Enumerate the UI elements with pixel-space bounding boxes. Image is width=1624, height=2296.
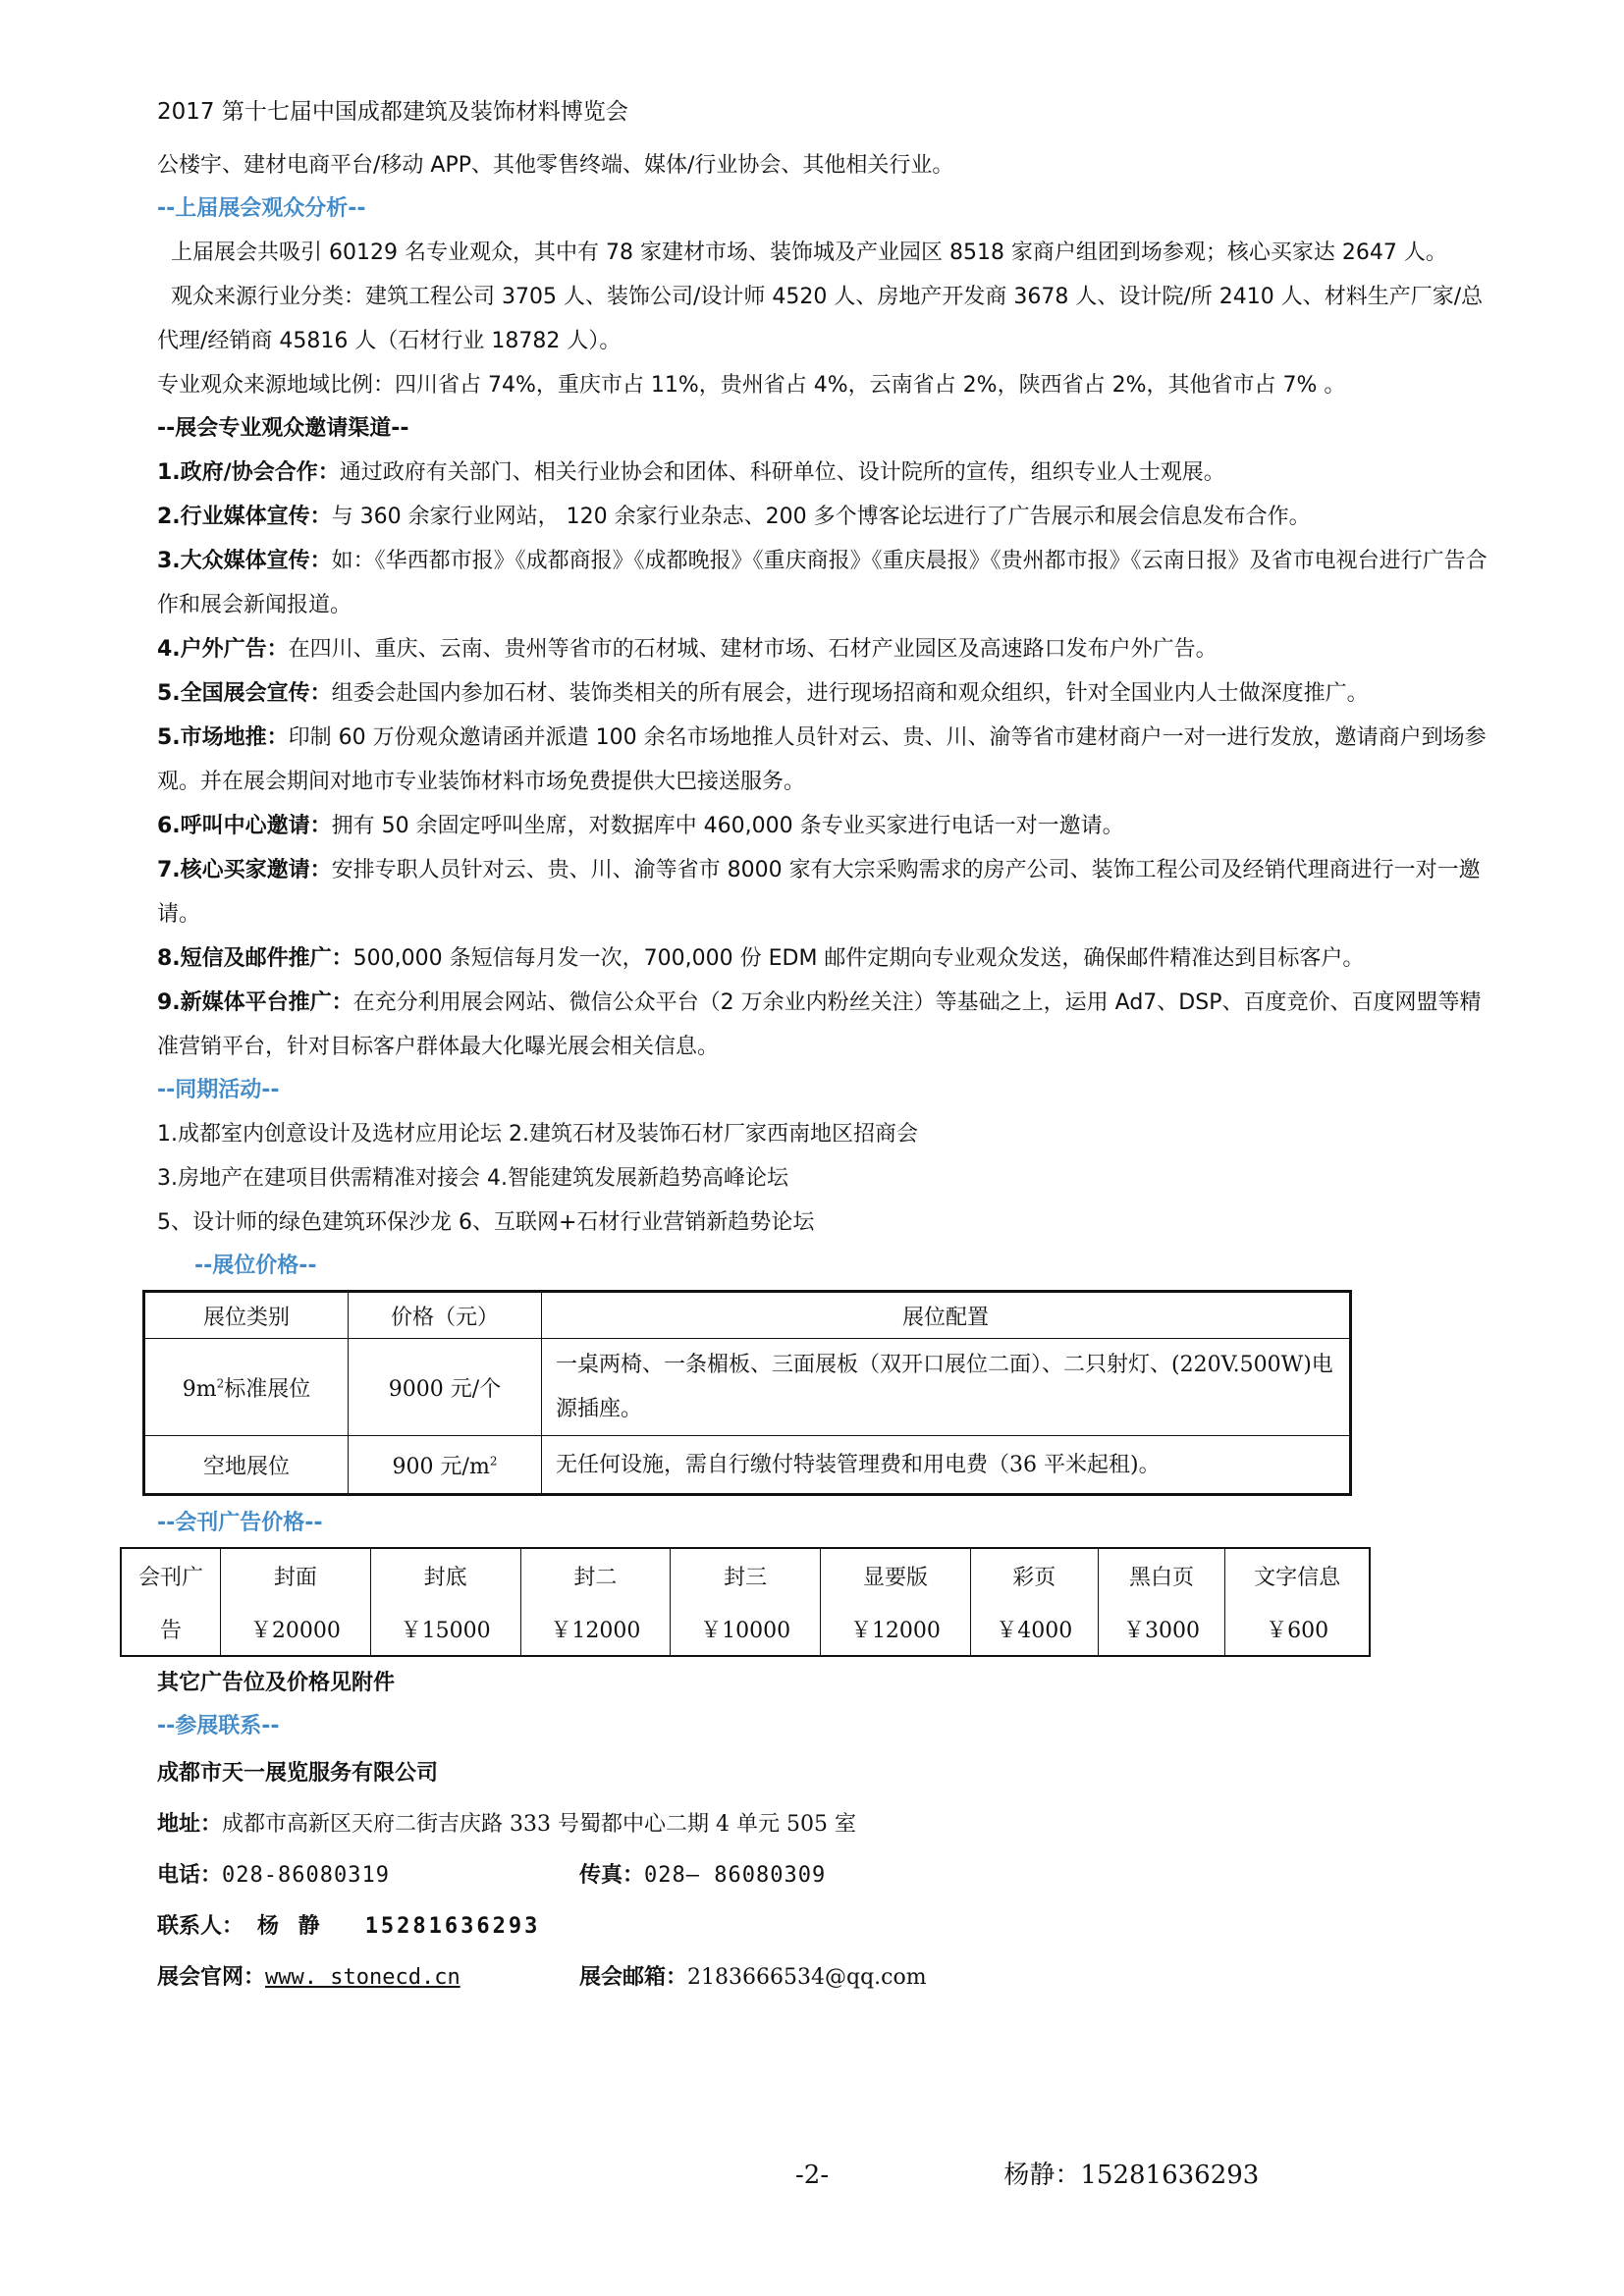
booth-price-cell — [349, 1436, 542, 1495]
channel-text: 安排专职人员针对云、贵、川、渝等省市 8000 家有大宗采购需求的房产公司、装饰工程公司及经销代理商进行一对一邀请。 — [157, 858, 1481, 927]
company-name: 成都市天一展览服务有限公司 — [157, 1761, 439, 1786]
ad-column-cell: 封面 — [221, 1548, 371, 1602]
ad-column-cell: 彩页 — [970, 1548, 1098, 1602]
phone-value: 028-86080319 — [222, 1863, 390, 1888]
person-mobile: 15281636293 — [364, 1914, 541, 1939]
booth-price-sup: 2 — [489, 1454, 498, 1468]
footer-contact: 杨静：15281636293 — [1003, 2161, 1260, 2190]
table-header-cell: 展位类别 — [144, 1292, 349, 1339]
booth-price-prefix: 900 元/m — [392, 1454, 490, 1479]
booth-type-sup: 2 — [216, 1376, 225, 1391]
channel-label: 1.政府/协会合作： — [157, 460, 340, 485]
analysis-paragraph-2: 观众来源行业分类：建筑工程公司 3705 人、装饰公司/设计师 4520 人、房地产开发商 3678 人、设计院/所 2410 人、材料生产厂家/总代理/经销商 45816 人（石材行业 18782 人）。 — [157, 285, 1484, 353]
page-header: 2017 第十七届中国成都建筑及装饰材料博览会 — [157, 99, 628, 125]
channel-text: 在充分利用展会网站、微信公众平台（2 万余业内粉丝关注）等基础之上，运用 Ad7、DSP、百度竞价、百度网盟等精准营销平台，针对目标客户群体最大化曝光展会相关信息。 — [157, 990, 1482, 1059]
other-ads-note: 其它广告位及价格见附件 — [157, 1671, 396, 1695]
ad-price-cell: ￥20000 — [221, 1602, 371, 1656]
table-header-cell: 价格（元） — [349, 1292, 542, 1339]
channel-item — [157, 716, 1492, 804]
email-label: 展会邮箱： — [579, 1965, 688, 1990]
address-label: 地址： — [157, 1812, 223, 1837]
person-label: 联系人： — [157, 1914, 244, 1939]
channel-label: 3.大众媒体宣传： — [157, 549, 332, 573]
ad-price-cell: ￥600 — [1225, 1602, 1370, 1656]
analysis-paragraph-3: 专业观众来源地域比例：四川省占 74%，重庆市占 11%，贵州省占 4%，云南省占 2%，陕西省占 2%，其他省市占 7% 。 — [157, 373, 1346, 398]
channel-label: 5.全国展会宣传： — [157, 681, 332, 706]
person-name: 杨 静 — [257, 1914, 326, 1939]
ad-column-cell: 封底 — [370, 1548, 520, 1602]
site-email-line — [157, 1952, 1492, 2003]
booth-config-cell: 无任何设施，需自行缴付特装管理费和用电费（36 平米起租)。 — [542, 1436, 1351, 1495]
channel-text: 在四川、重庆、云南、贵州等省市的石材城、建材市场、石材产业园区及高速路口发布户外广告。 — [288, 637, 1218, 662]
address-line — [157, 1799, 1492, 1850]
page-number: -2- — [795, 2161, 830, 2190]
section-invite-channels: --展会专业观众邀请渠道-- — [157, 416, 409, 441]
channel-label: 7.核心买家邀请： — [157, 858, 332, 882]
booth-config-cell: 一桌两椅、一条楣板、三面展板（双开口展位二面）、二只射灯、(220V.500W)电源插座。 — [542, 1339, 1351, 1436]
channel-text: 与 360 余家行业网站， 120 余家行业杂志、200 多个博客论坛进行了广告展示和展会信息发布合作。 — [331, 505, 1311, 529]
channel-item — [157, 627, 1492, 671]
ad-column-cell: 显要版 — [821, 1548, 971, 1602]
channel-item — [157, 451, 1492, 495]
ad-price-row — [121, 1602, 1370, 1656]
channel-label: 5.市场地推： — [157, 725, 289, 750]
section-events: --同期活动-- — [157, 1078, 280, 1102]
table-header-cell: 展位配置 — [542, 1292, 1351, 1339]
channel-text: 组委会赴国内参加石材、装饰类相关的所有展会，进行现场招商和观众组织，针对全国业内人士做深度推广。 — [331, 681, 1369, 706]
fax-group — [579, 1850, 826, 1901]
fax-label: 传真： — [579, 1863, 645, 1888]
channel-label: 9.新媒体平台推广： — [157, 990, 353, 1015]
booth-type-suffix: 标准展位 — [224, 1376, 311, 1402]
ad-price-cell: ￥4000 — [970, 1602, 1098, 1656]
booth-price-table — [142, 1290, 1352, 1496]
email-group — [579, 1952, 927, 2003]
booth-type-cell — [144, 1339, 349, 1436]
phone-label: 电话： — [157, 1863, 223, 1888]
site-link[interactable]: www. stonecd.cn — [265, 1965, 460, 1990]
address-text: 成都市高新区天府二街吉庆路 333 号蜀都中心二期 4 单元 505 室 — [222, 1812, 856, 1837]
channel-label: 4.户外广告： — [157, 637, 289, 662]
ad-price-cell: ￥12000 — [520, 1602, 671, 1656]
ad-price-cell: ￥3000 — [1098, 1602, 1225, 1656]
event-line: 5、设计师的绿色建筑环保沙龙 6、互联网+石材行业营销新趋势论坛 — [157, 1210, 815, 1235]
ad-label-top: 会刊广 — [121, 1548, 221, 1602]
channel-text: 如：《华西都市报》《成都商报》《成都晚报》《重庆商报》《重庆晨报》《贵州都市报》《云南日报》及省市电视台进行广告合作和展会新闻报道。 — [157, 549, 1488, 617]
booth-price-cell: 9000 元/个 — [349, 1339, 542, 1436]
event-line: 1.成都室内创意设计及选材应用论坛 2.建筑石材及装饰石材厂家西南地区招商会 — [157, 1122, 918, 1147]
table-row — [144, 1339, 1351, 1436]
site-label: 展会官网： — [157, 1965, 266, 1990]
channel-text: 500,000 条短信每月发一次，700,000 份 EDM 邮件定期向专业观众发送，确保邮件精准达到目标客户。 — [352, 946, 1365, 971]
channel-label: 2.行业媒体宣传： — [157, 505, 332, 529]
section-contact: --参展联系-- — [157, 1714, 280, 1738]
event-line: 3.房地产在建项目供需精准对接会 4.智能建筑发展新趋势高峰论坛 — [157, 1166, 788, 1191]
channel-text: 拥有 50 余固定呼叫坐席，对数据库中 460,000 条专业买家进行电话一对一邀请。 — [331, 814, 1124, 838]
section-booth-price: --展位价格-- — [194, 1254, 317, 1278]
channel-label: 8.短信及邮件推广： — [157, 946, 353, 971]
booth-type-prefix: 9m — [182, 1376, 217, 1402]
ad-column-cell: 封三 — [671, 1548, 821, 1602]
section-ad-price: --会刊广告价格-- — [157, 1511, 323, 1535]
ad-label-bottom: 告 — [121, 1602, 221, 1656]
ad-column-cell: 文字信息 — [1225, 1548, 1370, 1602]
section-audience-analysis: --上届展会观众分析-- — [157, 196, 366, 221]
channel-item — [157, 981, 1492, 1069]
intro-line: 公楼宇、建材电商平台/移动 APP、其他零售终端、媒体/行业协会、其他相关行业。 — [157, 153, 954, 178]
table-row — [144, 1436, 1351, 1495]
ad-column-cell: 黑白页 — [1098, 1548, 1225, 1602]
channel-label: 6.呼叫中心邀请： — [157, 814, 332, 838]
channel-item — [157, 848, 1492, 936]
ad-price-table — [120, 1547, 1371, 1657]
document-page — [137, 93, 1492, 2003]
contact-person-line — [157, 1901, 1492, 1952]
channel-text: 印制 60 万份观众邀请函并派遣 100 余名市场地推人员针对云、贵、川、渝等省市建材商户一对一进行发放，邀请商户到场参观。并在展会期间对地市专业装饰材料市场免费提供大巴接送服务。 — [157, 725, 1487, 794]
table-header-row — [144, 1292, 1351, 1339]
channel-item — [157, 539, 1492, 627]
email-value[interactable]: 2183666534@qq.com — [687, 1965, 927, 1990]
phone-fax-line — [157, 1850, 1492, 1901]
channel-text: 通过政府有关部门、相关行业协会和团体、科研单位、设计院所的宣传，组织专业人士观展。 — [339, 460, 1225, 485]
fax-value: 028— 86080309 — [644, 1863, 827, 1888]
channel-item — [157, 495, 1492, 539]
ad-column-row — [121, 1548, 1370, 1602]
channel-item — [157, 804, 1492, 848]
booth-type-cell: 空地展位 — [144, 1436, 349, 1495]
ad-price-cell: ￥15000 — [370, 1602, 520, 1656]
analysis-paragraph-1: 上届展会共吸引 60129 名专业观众，其中有 78 家建材市场、装饰城及产业园区 8518 家商户组团到场参观；核心买家达 2647 人。 — [171, 240, 1447, 265]
ad-price-cell: ￥10000 — [671, 1602, 821, 1656]
channel-item — [157, 936, 1492, 981]
site-group — [157, 1952, 579, 2003]
ad-column-cell: 封二 — [520, 1548, 671, 1602]
channel-item — [157, 671, 1492, 716]
phone-group — [157, 1850, 579, 1901]
ad-price-cell: ￥12000 — [821, 1602, 971, 1656]
page-footer — [795, 2155, 1259, 2191]
